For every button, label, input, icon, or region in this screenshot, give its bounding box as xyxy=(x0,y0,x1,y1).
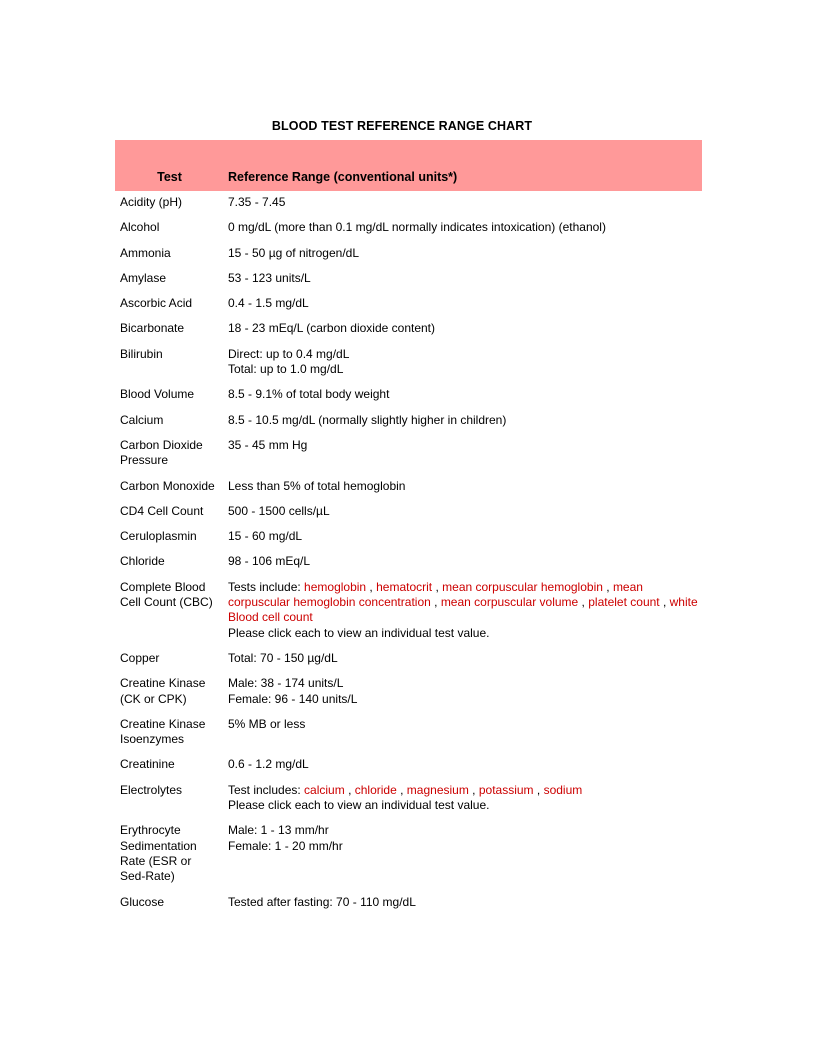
table-row xyxy=(115,576,702,647)
range-line: 0 mg/dL (more than 0.1 mg/dL normally indicates intoxication) (ethanol) xyxy=(228,220,606,235)
table-row xyxy=(115,647,702,672)
page-title: BLOOD TEST REFERENCE RANGE CHART xyxy=(271,119,533,133)
reference-range-cell xyxy=(224,672,702,713)
table-row xyxy=(115,500,702,525)
table-row xyxy=(115,409,702,434)
table-header-row xyxy=(115,140,702,191)
test-link[interactable]: sodium xyxy=(543,782,583,797)
range-line: 8.5 - 10.5 mg/dL (normally slightly higher in children) xyxy=(228,412,507,427)
table-row xyxy=(115,891,702,916)
reference-range-cell xyxy=(224,779,702,820)
table-row xyxy=(115,819,702,890)
test-name-cell: Copper xyxy=(120,650,160,665)
range-line: 15 - 50 µg of nitrogen/dL xyxy=(228,245,360,260)
click-instruction-note: Please click each to view an individual test value. xyxy=(228,625,490,640)
range-line: Total: 70 - 150 µg/dL xyxy=(228,650,338,665)
test-name-cell: Ceruloplasmin xyxy=(120,529,197,544)
reference-range-cell xyxy=(224,500,702,525)
range-line: 5% MB or less xyxy=(228,716,306,731)
test-link[interactable]: potassium xyxy=(478,782,534,797)
table-row xyxy=(115,343,702,384)
reference-range-cell xyxy=(224,891,702,916)
test-link[interactable]: mean corpuscular hemoglobin xyxy=(442,579,603,594)
range-line: 15 - 60 mg/dL xyxy=(228,529,303,544)
reference-range-cell xyxy=(224,343,702,384)
test-link[interactable]: chloride xyxy=(354,782,397,797)
click-instruction-note: Please click each to view an individual test value. xyxy=(228,798,490,813)
reference-range-cell xyxy=(224,434,702,475)
column-header-test: Test xyxy=(115,140,224,191)
range-line: 0.6 - 1.2 mg/dL xyxy=(228,757,309,772)
range-line: 98 - 106 mEq/L xyxy=(228,554,311,569)
table-row xyxy=(115,434,702,475)
test-name-cell: Calcium xyxy=(120,412,164,427)
reference-range-cell xyxy=(224,647,702,672)
range-line: Direct: up to 0.4 mg/dL xyxy=(228,346,350,361)
reference-range-cell xyxy=(224,242,702,267)
reference-range-cell xyxy=(224,267,702,292)
table-row xyxy=(115,383,702,408)
reference-range-cell xyxy=(224,753,702,778)
reference-range-cell xyxy=(224,819,702,890)
reference-range-cell xyxy=(224,475,702,500)
reference-range-table xyxy=(115,140,702,916)
table-row xyxy=(115,550,702,575)
column-header-reference-range: Reference Range (conventional units*) xyxy=(224,140,702,191)
test-name-cell: Blood Volume xyxy=(120,387,195,402)
table-row xyxy=(115,672,702,713)
range-line: 7.35 - 7.45 xyxy=(228,195,286,209)
reference-range-cell xyxy=(224,713,702,754)
reference-range-cell xyxy=(224,383,702,408)
range-line: 53 - 123 units/L xyxy=(228,270,311,285)
range-line: Female: 1 - 20 mm/hr xyxy=(228,838,343,853)
reference-range-cell xyxy=(224,576,702,647)
included-tests-line: Tests include: hemoglobin , hematocrit , mean corpuscular hemoglobin , mean corpuscular hemoglobin concentration , mean corpuscular volume , platelet count , white Blood cell count xyxy=(228,579,698,625)
table-row xyxy=(115,317,702,342)
test-name-cell: Erythrocyte Sedimentation Rate (ESR or Sed-Rate) xyxy=(120,823,197,884)
test-name-cell: Electrolytes xyxy=(120,782,183,797)
test-link[interactable]: hematocrit xyxy=(376,579,433,594)
test-name-cell: Ascorbic Acid xyxy=(120,296,193,311)
reference-range-cell xyxy=(224,525,702,550)
test-name-cell: Complete Blood Cell Count (CBC) xyxy=(120,579,213,610)
test-name-cell: Amylase xyxy=(120,270,167,285)
range-line: 35 - 45 mm Hg xyxy=(228,437,308,452)
table-row xyxy=(115,216,702,241)
test-link[interactable]: platelet count xyxy=(588,595,660,610)
test-name-cell: Carbon Monoxide xyxy=(120,478,215,493)
range-line: 8.5 - 9.1% of total body weight xyxy=(228,387,390,402)
range-line: 500 - 1500 cells/µL xyxy=(228,503,330,518)
reference-range-cell xyxy=(224,216,702,241)
range-line: 0.4 - 1.5 mg/dL xyxy=(228,296,309,311)
range-line: Female: 96 - 140 units/L xyxy=(228,691,358,706)
test-name-cell: Alcohol xyxy=(120,220,160,235)
test-name-cell: Creatine Kinase (CK or CPK) xyxy=(120,676,206,706)
table-row xyxy=(115,267,702,292)
table-row xyxy=(115,779,702,820)
test-name-cell: Ammonia xyxy=(120,245,171,260)
table-row xyxy=(115,753,702,778)
test-link[interactable]: mean corpuscular hemoglobin concentration xyxy=(228,579,643,610)
test-name-cell: Creatine Kinase Isoenzymes xyxy=(120,716,206,747)
range-line: Total: up to 1.0 mg/dL xyxy=(228,362,344,377)
test-name-cell: Acidity (pH) xyxy=(120,195,183,209)
included-tests-intro: Test includes: xyxy=(228,782,305,797)
test-name-cell: Creatinine xyxy=(120,757,175,772)
test-link[interactable]: calcium xyxy=(304,782,345,797)
reference-range-cell xyxy=(224,409,702,434)
range-line: Male: 1 - 13 mm/hr xyxy=(228,823,329,838)
test-name-cell: Bicarbonate xyxy=(120,321,185,336)
table-row xyxy=(115,475,702,500)
test-name-cell: Bilirubin xyxy=(120,346,163,361)
test-name-cell: CD4 Cell Count xyxy=(120,503,204,518)
test-name-cell: Glucose xyxy=(120,894,165,909)
included-tests-intro: Tests include: xyxy=(228,579,305,594)
test-name-cell: Chloride xyxy=(120,554,165,569)
range-line: Less than 5% of total hemoglobin xyxy=(228,478,406,493)
test-name-cell: Carbon Dioxide Pressure xyxy=(120,437,203,468)
test-link[interactable]: magnesium xyxy=(406,782,469,797)
table-row xyxy=(115,242,702,267)
reference-range-cell xyxy=(224,550,702,575)
table-body xyxy=(115,191,702,916)
table-row xyxy=(115,525,702,550)
table-row xyxy=(115,713,702,754)
reference-range-cell xyxy=(224,292,702,317)
included-tests-line: Test includes: calcium , chloride , magnesium , potassium , sodium xyxy=(228,782,583,797)
table-row xyxy=(115,191,702,216)
reference-range-cell xyxy=(224,191,702,216)
test-link[interactable]: white Blood cell count xyxy=(228,595,698,625)
test-link[interactable]: mean corpuscular volume xyxy=(440,595,579,610)
range-line: Tested after fasting: 70 - 110 mg/dL xyxy=(228,894,416,909)
test-link[interactable]: hemoglobin xyxy=(304,579,367,594)
range-line: Male: 38 - 174 units/L xyxy=(228,676,344,691)
reference-range-cell xyxy=(224,317,702,342)
range-line: 18 - 23 mEq/L (carbon dioxide content) xyxy=(228,321,436,336)
table-row xyxy=(115,292,702,317)
